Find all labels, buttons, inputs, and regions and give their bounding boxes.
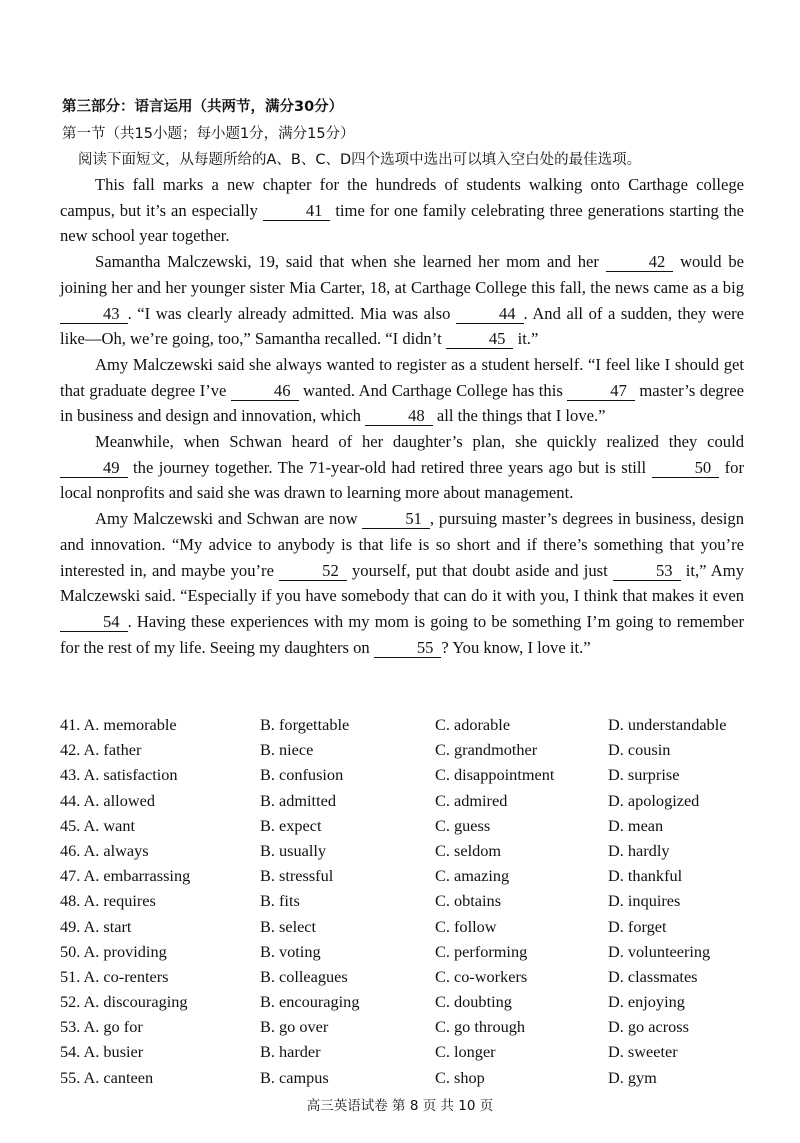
option-b: B. harder (260, 1042, 321, 1062)
option-b: B. campus (260, 1067, 329, 1087)
option-b: B. stressful (260, 866, 334, 886)
blank-43: 43 (60, 305, 128, 324)
option-d: D. go across (608, 1017, 689, 1037)
question-row-49 (60, 914, 760, 939)
question-row-47 (60, 863, 760, 888)
paragraph-2 (60, 249, 744, 352)
option-d: D. thankful (608, 866, 683, 886)
passage-text: This fall marks a new chapter for the hundreds of students walking onto Carthage college campus, but it’s an especially (60, 175, 744, 220)
option-c: C. amazing (435, 866, 510, 886)
blank-47: 47 (567, 382, 635, 401)
option-a: 55. A. canteen (60, 1067, 154, 1087)
option-a: 49. A. start (60, 916, 132, 936)
question-row-50 (60, 939, 760, 964)
passage-text: time for one family celebrating three generations starting the new school year together. (60, 200, 745, 246)
option-d: D. gym (608, 1067, 657, 1087)
question-row-48 (60, 888, 760, 913)
option-b: B. voting (260, 941, 321, 961)
option-d: D. enjoying (608, 992, 685, 1012)
passage-text: it,” Amy Malczewski said. “Especially if you have somebody that can do it with you, I think that makes it even (60, 560, 744, 606)
option-a: 42. A. father (60, 740, 142, 760)
option-d: D. surprise (608, 765, 680, 785)
blank-51: 51 (362, 510, 430, 529)
option-b: B. colleagues (260, 966, 348, 986)
blank-41: 41 (263, 202, 331, 221)
option-a: 53. A. go for (60, 1017, 143, 1037)
passage-text: for local nonprofits and said she was drawn to learning more about management. (60, 457, 744, 503)
option-c: C. longer (435, 1042, 496, 1062)
question-row-52 (60, 989, 760, 1014)
option-c: C. doubting (435, 992, 512, 1012)
option-b: B. expect (260, 815, 322, 835)
blank-50: 50 (652, 459, 720, 478)
blank-45: 45 (446, 330, 514, 349)
paragraph-1 (60, 172, 744, 249)
blank-52: 52 (279, 562, 347, 581)
passage-text: the journey together. The 71-year-old had retired three years ago but is still (127, 457, 652, 477)
option-d: D. understandable (608, 715, 727, 734)
option-b: B. admitted (260, 790, 336, 810)
question-row-54 (60, 1039, 760, 1064)
subsection-title: 第一节（共15小题；每小题1分，满分15分） (62, 126, 355, 142)
option-d: D. inquires (608, 891, 681, 911)
passage-text: would be joining her and her younger sister Mia Carter, 18, at Carthage College this fall, the news came as a big (60, 252, 744, 297)
option-d: D. volunteering (608, 941, 711, 961)
question-row-46 (60, 838, 760, 863)
question-row-53 (60, 1014, 760, 1039)
option-b: B. confusion (260, 765, 344, 785)
blank-44: 44 (456, 305, 524, 324)
option-d: D. forget (608, 916, 667, 936)
option-c: C. adorable (435, 715, 511, 734)
option-c: C. performing (435, 941, 528, 961)
option-b: B. forgettable (260, 715, 350, 734)
passage-text: Amy Malczewski said she always wanted to register as a student herself. “I feel like I should get that graduate degree I’ve (60, 354, 744, 400)
option-a: 51. A. co-renters (60, 966, 169, 986)
option-c: C. grandmother (435, 740, 538, 760)
blank-46: 46 (231, 382, 299, 401)
question-row-44 (60, 788, 760, 813)
option-d: D. sweeter (608, 1042, 678, 1062)
option-d: D. cousin (608, 740, 671, 760)
option-c: C. shop (435, 1067, 485, 1087)
option-b: B. encouraging (260, 992, 360, 1012)
paragraph-4 (60, 429, 744, 506)
blank-53: 53 (613, 562, 681, 581)
option-b: B. niece (260, 740, 314, 760)
passage-text: . And all of a sudden, they were like—Oh, we’re going, too,” Samantha recalled. “I didn’t (60, 303, 745, 349)
passage-text: Meanwhile, when Schwan heard of her daughter’s plan, she quickly realized they could (95, 432, 744, 452)
option-a: 50. A. providing (60, 941, 167, 961)
section-title: 第三部分：语言运用（共两节，满分30分） (62, 99, 344, 115)
blank-49: 49 (60, 459, 128, 478)
passage-text: all the things that I love.” (432, 406, 606, 426)
passage-text: Amy Malczewski and Schwan are now (95, 509, 363, 529)
paragraph-5 (60, 506, 744, 660)
passage-text: , pursuing master’s degrees in business, design and innovation. “My advice to anybody is that life is so short and if there’s something that you’re interested in, and maybe you’re (60, 509, 744, 580)
instructions: 阅读下面短文，从每题所给的A、B、C、D四个选项中选出可以填入空白处的最佳选项。 (78, 152, 642, 168)
option-d: D. hardly (608, 840, 670, 860)
option-a: 43. A. satisfaction (60, 765, 178, 785)
option-a: 45. A. want (60, 815, 136, 835)
passage-text: ? You know, I love it.” (441, 637, 591, 657)
cloze-passage (60, 172, 744, 660)
option-c: C. admired (435, 790, 508, 810)
question-row-42 (60, 737, 760, 762)
option-a: 46. A. always (60, 840, 149, 860)
option-c: C. co-workers (435, 966, 528, 986)
option-d: D. apologized (608, 790, 700, 810)
question-row-51 (60, 964, 760, 989)
paragraph-3 (60, 352, 744, 429)
question-row-55 (60, 1065, 760, 1090)
option-a: 41. A. memorable (60, 715, 177, 734)
passage-text: master’s degree in business and design and innovation, which (60, 380, 744, 426)
option-b: B. fits (260, 891, 300, 911)
question-row-45 (60, 813, 760, 838)
option-c: C. guess (435, 815, 491, 835)
option-c: C. seldom (435, 840, 502, 860)
option-a: 48. A. requires (60, 891, 156, 911)
option-d: D. classmates (608, 966, 698, 986)
option-a: 54. A. busier (60, 1042, 144, 1062)
blank-42: 42 (606, 253, 674, 272)
question-row-43 (60, 762, 760, 787)
option-a: 52. A. discouraging (60, 992, 188, 1012)
blank-54: 54 (60, 613, 128, 632)
passage-text: wanted. And Carthage College has this (298, 380, 568, 400)
option-a: 44. A. allowed (60, 790, 155, 810)
option-b: B. usually (260, 840, 327, 860)
option-c: C. obtains (435, 891, 502, 911)
option-c: C. disappointment (435, 765, 555, 785)
passage-text: . “I was clearly already admitted. Mia was also (127, 303, 456, 323)
blank-48: 48 (365, 407, 433, 426)
option-c: C. go through (435, 1017, 526, 1037)
passage-text: . Having these experiences with my mom is going to be something I’m going to remember for the rest of my life. Seeing my daughters on (60, 611, 744, 657)
option-c: C. follow (435, 916, 497, 936)
options-list (60, 712, 760, 1090)
question-row-41 (60, 712, 760, 737)
option-a: 47. A. embarrassing (60, 866, 191, 886)
option-b: B. go over (260, 1017, 329, 1037)
passage-text: Samantha Malczewski, 19, said that when she learned her mom and her (95, 252, 606, 272)
passage-text: yourself, put that doubt aside and just (346, 560, 613, 580)
blank-55: 55 (374, 639, 442, 658)
option-b: B. select (260, 916, 317, 936)
option-d: D. mean (608, 815, 664, 835)
page-footer: 高三英语试卷 第 8 页 共 10 页 (306, 1098, 494, 1114)
passage-text: it.” (513, 329, 539, 349)
